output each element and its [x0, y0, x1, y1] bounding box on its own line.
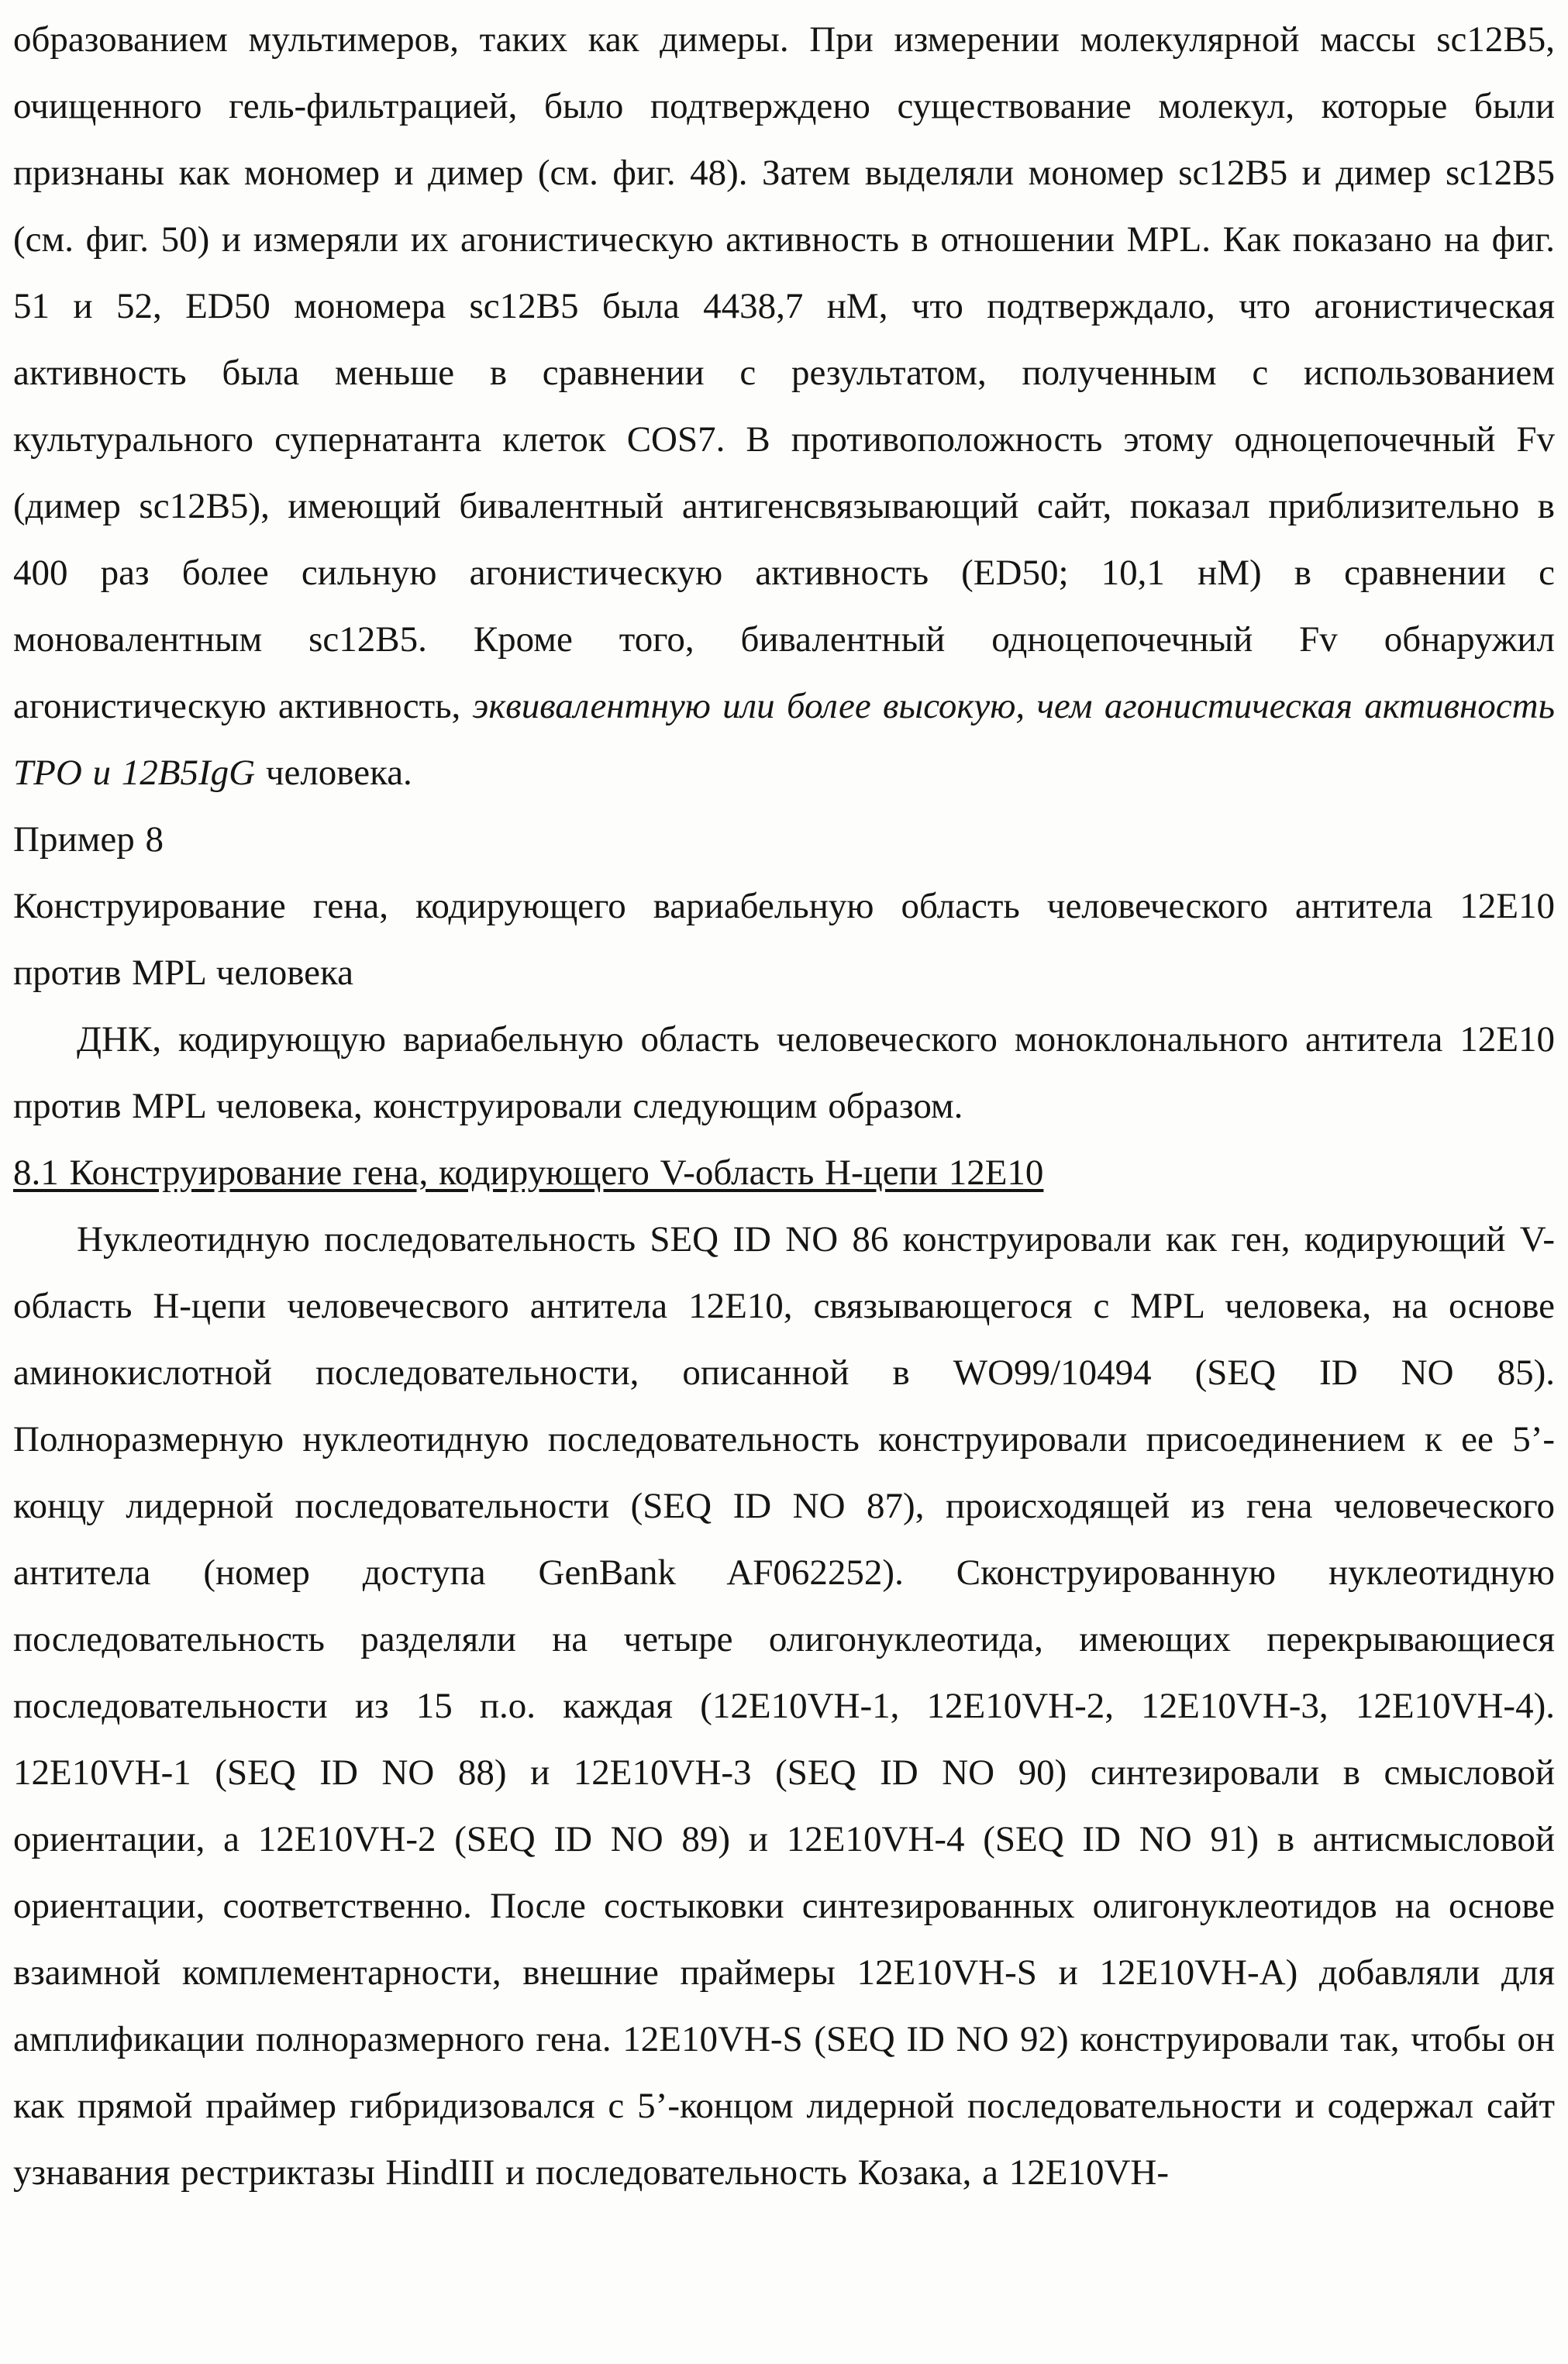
subsection-8-1-heading-text: 8.1 Конструирование гена, кодирующего V-область H-цепи 12E10 — [13, 1153, 1044, 1193]
paragraph-dna-construction: ДНК, кодирующую вариабельную область человеческого моноклонального антитела 12E10 против MPL человека, конструировали следующим образом. — [13, 1019, 1555, 1126]
example-8-heading: Пример 8 — [13, 819, 164, 860]
paragraph-sc12b5-continuation — [13, 6, 1555, 806]
subsection-8-1-heading — [13, 1139, 1555, 1206]
paragraph-nucleotide-sequence: Нуклеотидную последовательность SEQ ID NO 86 конструировали как ген, кодирующий V-область H-цепи человечесвого антитела 12E10, связывающегося с MPL человека, на основе аминокислотной последовательности, описанной в WO99/10494 (SEQ ID NO 85). Полноразмерную нуклеотидную последовательность конструировали присоединением к ее 5’-концу лидерной последовательности (SEQ ID NO 87), происходящей из гена человеческого антитела (номер доступа GenBank AF062252). Сконструированную нуклеотидную последовательность разделяли на четыре олигонуклеотида, имеющих перекрывающиеся последовательности из 15 п.о. каждая (12E10VH-1, 12E10VH-2, 12E10VH-3, 12E10VH-4). 12E10VH-1 (SEQ ID NO 88) и 12E10VH-3 (SEQ ID NO 90) синтезировали в смысловой ориентации, а 12E10VH-2 (SEQ ID NO 89) и 12E10VH-4 (SEQ ID NO 91) в антисмысловой ориентации, соответственно. После состыковки синтезированных олигонуклеотидов на основе взаимной комплементарности, внешние праймеры 12E10VH-S и 12E10VH-A) добавляли для амплификации полноразмерного гена. 12E10VH-S (SEQ ID NO 92) конструировали так, чтобы он как прямой праймер гибридизовался с 5’-концом лидерной последовательности и содержал сайт узнавания рестриктазы HindIII и последовательность Козака, а 12E10VH- — [13, 1219, 1555, 2193]
example-8-title: Конструирование гена, кодирующего вариабельную область человеческого антитела 12E10 против MPL человека — [13, 886, 1555, 993]
paragraph-text-italic: эквивалентную или более высокую, чем агонистическая активность TPO и 12B5IgG — [13, 686, 1555, 793]
paragraph-text: человека. — [255, 753, 412, 793]
paragraph-text: образованием мультимеров, таких как димеры. При измерении молекулярной массы sc12B5, очищенного гель-фильтрацией, было подтверждено существование молекул, которые были признаны как мономер и димер (см. фиг. 48). Затем выделяли мономер sc12B5 и димер sc12B5 (см. фиг. 50) и измеряли их агонистическую активность в отношении MPL. Как показано на фиг. 51 и 52, ED50 мономера sc12B5 была 4438,7 нМ, что подтверждало, что агонистическая активность была меньше в сравнении с результатом, полученным с использованием культурального супернатанта клеток COS7. В противоположность этому одноцепочечный Fv (димер sc12B5), имеющий бивалентный антигенсвязывающий сайт, показал приблизительно в 400 раз более сильную агонистическую активность (ED50; 10,1 нМ) в сравнении с моновалентным sc12B5. Кроме того, бивалентный одноцепочечный Fv обнаружил агонистическую активность, — [13, 19, 1555, 726]
